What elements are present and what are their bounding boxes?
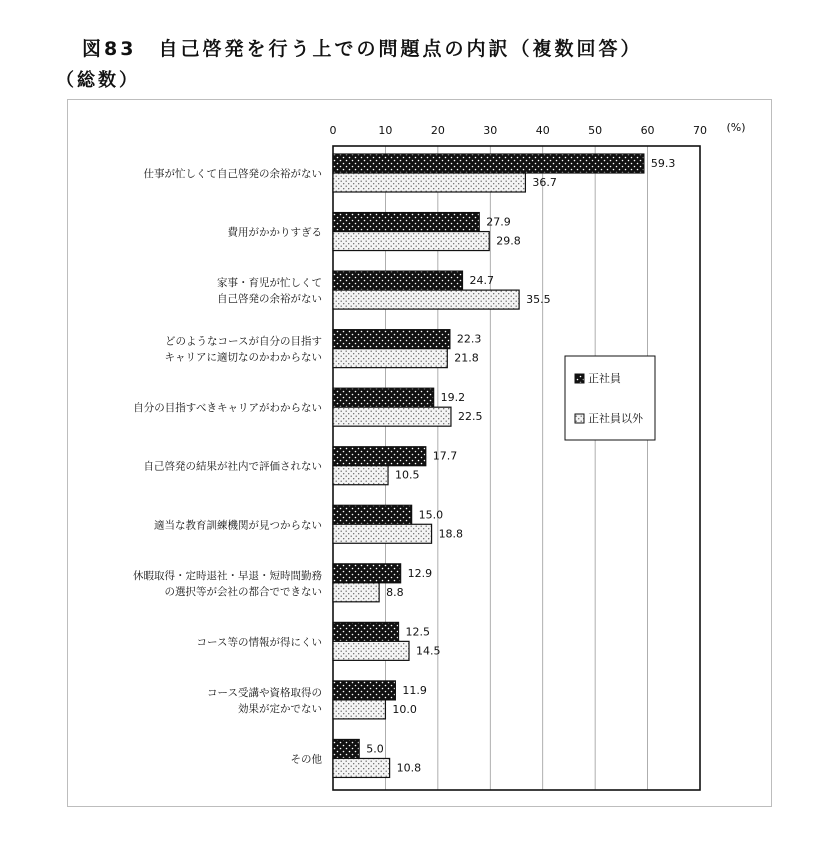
category-label: コース等の情報が得にくい [196,636,322,649]
bar-seishain [333,154,644,173]
x-tick-label: 10 [378,124,393,137]
category-label: どのようなコースが自分の目指す [165,335,322,348]
x-tick-label: 50 [588,124,603,137]
bar-seishain-igai [333,641,409,660]
data-label: 10.5 [395,468,420,482]
legend-swatch [575,374,584,383]
category-label: 自分の目指すべきキャリアがわからない [133,402,322,415]
bar-seishain [333,739,359,758]
category-label: キャリアに適切なのかわからない [164,351,322,364]
category-label: 自己啓発の余裕がない [217,293,322,306]
x-unit-label: (%) [726,121,746,134]
legend-box [565,356,655,440]
data-label: 59.3 [650,157,676,170]
category-label: 休暇取得・定時退社・早退・短時間勤務 [133,569,322,582]
category-label: の選択等が会社の都合でできない [164,585,322,598]
bar-seishain [333,681,395,700]
data-label: 21.8 [454,351,479,365]
data-label: 27.9 [486,215,511,229]
category-label: 効果が定かでない [238,702,322,715]
x-tick-label: 20 [430,124,445,137]
x-tick-label: 70 [693,124,707,137]
bar-seishain [333,213,479,232]
chart-title: 図83 自己啓発を行う上での問題点の内訳（複数回答） [82,38,643,60]
bar-seishain [333,564,401,583]
category-label: 仕事が忙しくて自己啓発の余裕がない [143,168,322,180]
data-label: 10.8 [396,761,422,775]
legend-label: 正社員以外 [588,412,643,425]
data-label: 19.2 [440,391,466,405]
x-tick-label: 0 [329,124,337,137]
bar-seishain-igai [333,407,451,426]
data-label: 24.7 [469,274,494,288]
data-label: 17.7 [432,449,458,463]
x-tick-label: 40 [535,124,550,137]
x-tick-label: 60 [640,124,655,137]
data-label: 12.9 [407,566,433,580]
bar-seishain-igai [333,758,390,777]
bar-seishain-igai [333,524,432,543]
data-label: 5.0 [366,742,384,756]
bar-seishain [333,271,462,290]
bar-seishain [333,447,426,466]
category-label: 家事・育児が忙しくて [217,277,322,290]
data-label: 10.0 [392,702,417,716]
data-label: 8.8 [386,585,404,599]
category-label: その他 [290,753,322,766]
legend-swatch [575,414,584,423]
bar-seishain-igai [333,232,489,251]
data-label: 22.5 [457,410,483,424]
data-label: 35.5 [526,293,551,307]
category-label: 適当な教育訓練機関が見つからない [154,519,322,532]
category-label: 費用がかかりすぎる [227,226,322,239]
data-label: 14.5 [416,644,441,658]
bar-seishain-igai [333,700,385,719]
data-label: 18.8 [438,527,464,541]
data-label: 29.8 [496,234,521,248]
chart-subtitle: （総数） [56,70,140,91]
data-label: 36.7 [532,176,557,189]
bar-seishain-igai [333,290,519,309]
legend-label: 正社員 [588,372,621,385]
data-label: 22.3 [456,332,482,346]
x-tick-label: 30 [483,124,498,137]
bar-seishain-igai [333,349,447,368]
category-label: 自己啓発の結果が社内で評価されない [143,460,322,473]
category-label: コース受講や資格取得の [207,686,322,699]
data-label: 12.5 [405,625,431,639]
bar-seishain [333,622,399,641]
bar-seishain-igai [333,583,379,602]
data-label: 15.0 [418,508,444,522]
bar-seishain [333,330,450,349]
bar-seishain [333,388,434,407]
bar-seishain [333,505,412,524]
data-label: 11.9 [402,683,427,697]
bar-seishain-igai [333,173,525,192]
bar-seishain-igai [333,466,388,485]
